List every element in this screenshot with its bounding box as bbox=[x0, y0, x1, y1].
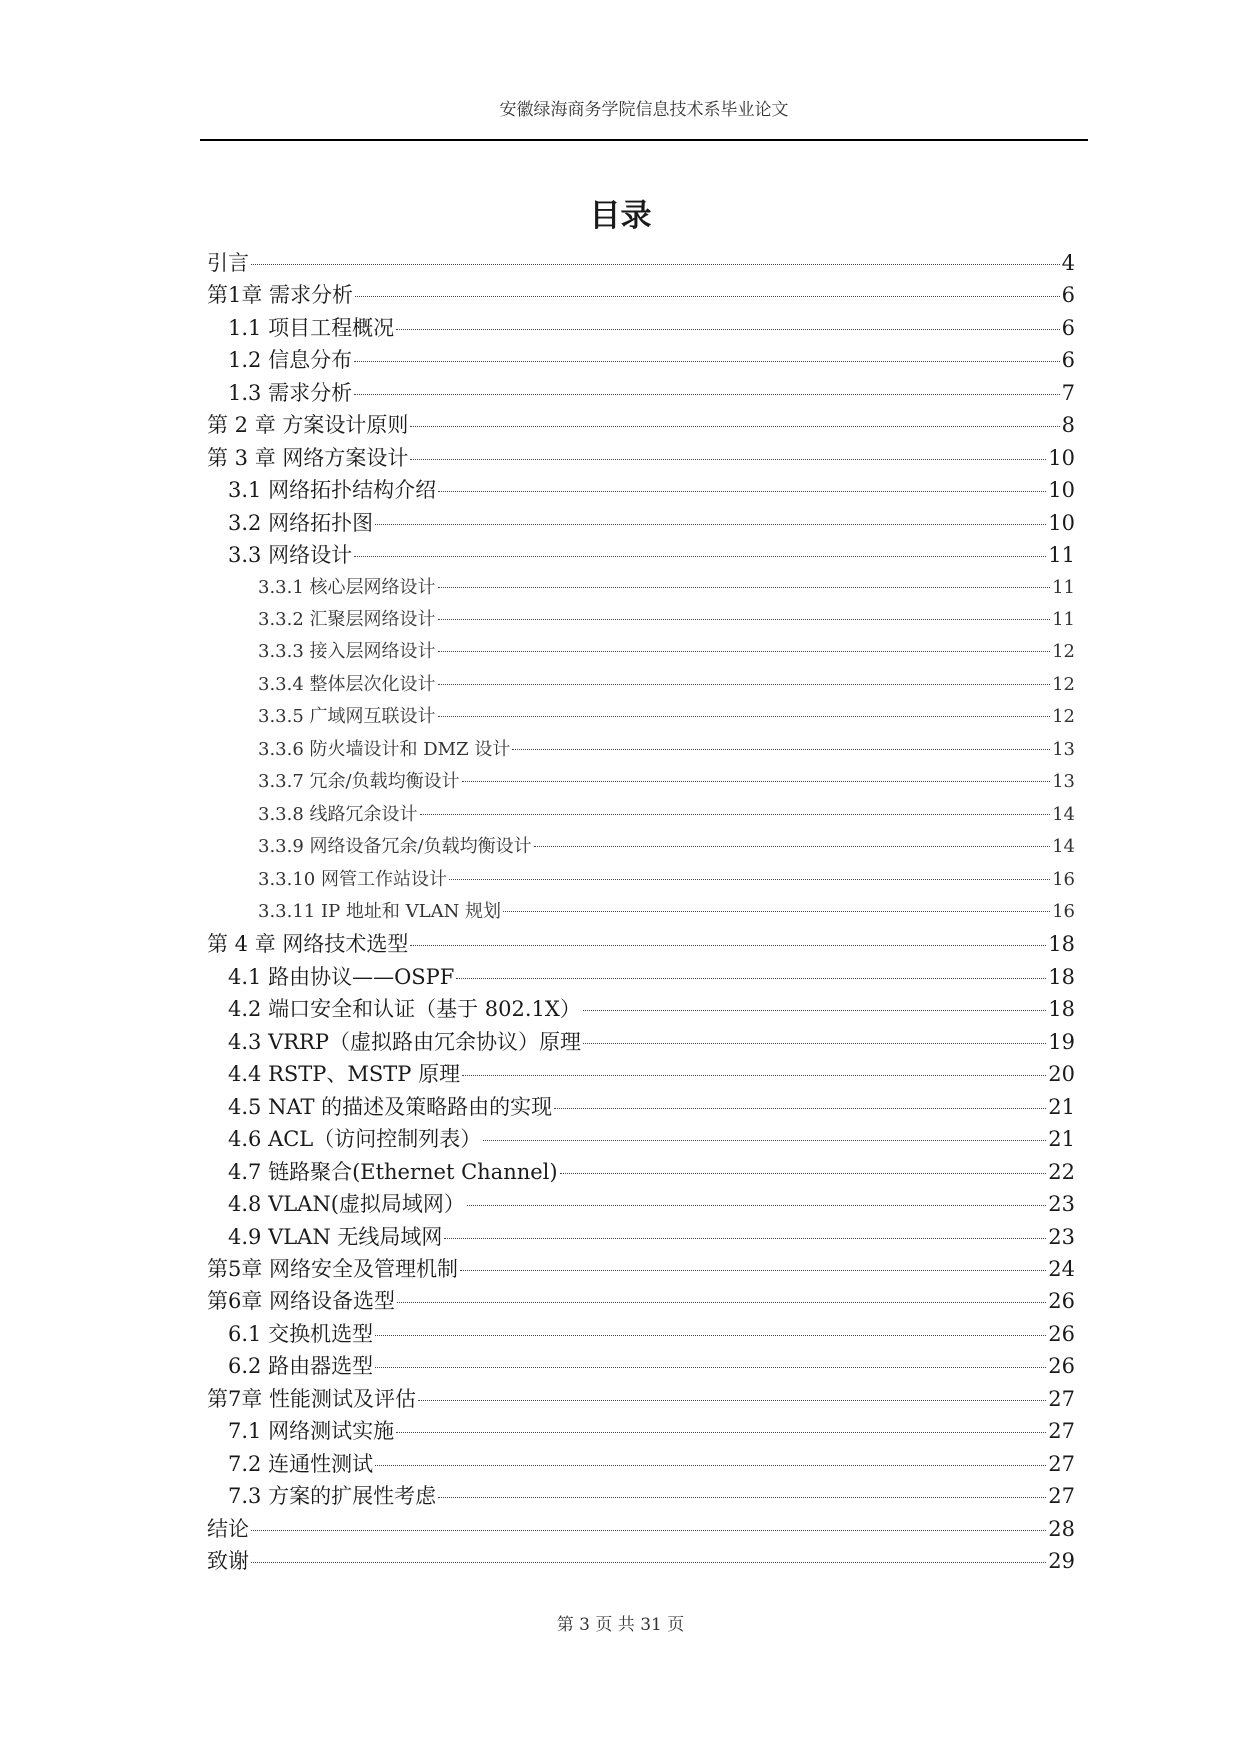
toc-entry[interactable] bbox=[207, 280, 1075, 310]
toc-entry-label: 7.1 网络测试实施 bbox=[228, 1419, 395, 1444]
toc-entry-page: 11 bbox=[1048, 543, 1075, 568]
toc-entry[interactable] bbox=[258, 832, 1075, 862]
toc-entry-label: 3.3.7 冗余/负载均衡设计 bbox=[258, 771, 460, 793]
toc-entry[interactable] bbox=[228, 1319, 1075, 1349]
toc-entry[interactable] bbox=[207, 1514, 1075, 1544]
toc-dot-leader bbox=[449, 879, 1050, 880]
toc-entry[interactable] bbox=[207, 248, 1075, 278]
toc-entry[interactable] bbox=[228, 1124, 1075, 1154]
toc-entry-page: 14 bbox=[1052, 803, 1075, 825]
toc-entry[interactable] bbox=[228, 1416, 1075, 1446]
toc-dot-leader bbox=[456, 978, 1046, 979]
toc-entry-page: 12 bbox=[1052, 706, 1075, 728]
header-rule bbox=[200, 139, 1088, 141]
toc-entry[interactable] bbox=[207, 1286, 1075, 1316]
toc-dot-leader bbox=[554, 1108, 1046, 1109]
toc-entry-label: 第5章 网络安全及管理机制 bbox=[207, 1256, 459, 1281]
toc-entry-label: 4.9 VLAN 无线局域网 bbox=[228, 1224, 443, 1249]
toc-entry[interactable] bbox=[207, 929, 1075, 959]
toc-entry-label: 3.3.10 网管工作站设计 bbox=[258, 868, 447, 890]
toc-entry[interactable] bbox=[258, 605, 1075, 635]
toc-dot-leader bbox=[512, 749, 1050, 750]
toc-entry-label: 3.3.11 IP 地址和 VLAN 规划 bbox=[258, 901, 502, 922]
toc-entry-page: 21 bbox=[1048, 1127, 1075, 1152]
toc-entry[interactable] bbox=[228, 475, 1075, 505]
toc-dot-leader bbox=[354, 361, 1060, 362]
toc-dot-leader bbox=[438, 619, 1051, 620]
toc-entry-page: 19 bbox=[1048, 1029, 1075, 1054]
toc-entry-page: 11 bbox=[1052, 576, 1075, 598]
toc-entry[interactable] bbox=[228, 540, 1075, 570]
toc-entry-page: 6 bbox=[1061, 315, 1075, 340]
toc-entry-label: 3.3.6 防火墙设计和 DMZ 设计 bbox=[258, 738, 511, 760]
toc-entry[interactable] bbox=[228, 994, 1075, 1024]
toc-entry-label: 第6章 网络设备选型 bbox=[207, 1289, 396, 1314]
toc-entry-label: 3.3.2 汇聚层网络设计 bbox=[258, 608, 436, 630]
toc-entry-label: 6.2 路由器选型 bbox=[228, 1354, 374, 1379]
toc-entry[interactable] bbox=[207, 1254, 1075, 1284]
toc-entry-label: 3.2 网络拓扑图 bbox=[228, 510, 374, 535]
toc-entry-page: 20 bbox=[1048, 1062, 1075, 1087]
toc-dot-leader bbox=[560, 1173, 1047, 1174]
toc-entry[interactable] bbox=[228, 1351, 1075, 1381]
toc-entry-label: 致谢 bbox=[207, 1549, 249, 1573]
toc-entry-page: 6 bbox=[1061, 283, 1075, 308]
toc-entry-label: 3.1 网络拓扑结构介绍 bbox=[228, 478, 437, 503]
toc-dot-leader bbox=[396, 329, 1060, 330]
toc-entry-page: 28 bbox=[1048, 1516, 1075, 1541]
toc-entry[interactable] bbox=[258, 865, 1075, 895]
toc-entry-page: 13 bbox=[1052, 771, 1075, 793]
toc-entry-label: 4.1 路由协议——OSPF bbox=[228, 964, 455, 989]
toc-dot-leader bbox=[375, 1367, 1046, 1368]
toc-dot-leader bbox=[583, 1043, 1046, 1044]
toc-dot-leader bbox=[462, 781, 1051, 782]
toc-entry-page: 26 bbox=[1048, 1354, 1075, 1379]
page-footer: 第 3 页 共 31 页 bbox=[556, 1615, 685, 1635]
toc-entry[interactable] bbox=[228, 313, 1075, 343]
toc-entry[interactable] bbox=[258, 800, 1075, 830]
toc-dot-leader bbox=[251, 264, 1060, 265]
toc-dot-leader bbox=[438, 651, 1051, 652]
toc-dot-leader bbox=[354, 556, 1046, 557]
toc-entry[interactable] bbox=[228, 1059, 1075, 1089]
toc-entry-page: 27 bbox=[1048, 1484, 1075, 1509]
toc-entry-page: 22 bbox=[1048, 1159, 1075, 1184]
toc-dot-leader bbox=[410, 426, 1059, 427]
toc-entry-label: 第 2 章 方案设计原则 bbox=[207, 413, 409, 438]
toc-entry-label: 第7章 性能测试及评估 bbox=[207, 1386, 417, 1411]
toc-entry[interactable] bbox=[228, 1189, 1075, 1219]
toc-entry-label: 第1章 需求分析 bbox=[207, 283, 354, 308]
toc-entry-page: 10 bbox=[1048, 510, 1075, 535]
toc-dot-leader bbox=[462, 1075, 1046, 1076]
toc-dot-leader bbox=[534, 846, 1051, 847]
toc-entry[interactable] bbox=[228, 345, 1075, 375]
toc-entry-label: 4.6 ACL（访问控制列表） bbox=[228, 1127, 482, 1152]
toc-dot-leader bbox=[503, 911, 1050, 912]
toc-dot-leader bbox=[355, 296, 1060, 297]
toc-entry-label: 1.3 需求分析 bbox=[228, 380, 353, 405]
toc-entry-page: 7 bbox=[1061, 380, 1075, 405]
toc-entry-page: 24 bbox=[1048, 1256, 1075, 1281]
toc-entry-label: 第 3 章 网络方案设计 bbox=[207, 445, 409, 470]
toc-entry[interactable] bbox=[228, 962, 1075, 992]
toc-entry-page: 12 bbox=[1052, 641, 1075, 663]
toc-dot-leader bbox=[375, 1465, 1046, 1466]
toc-dot-leader bbox=[438, 684, 1051, 685]
toc-entry-label: 1.2 信息分布 bbox=[228, 348, 353, 373]
toc-entry-page: 23 bbox=[1048, 1192, 1075, 1217]
toc-entry-label: 4.7 链路聚合(Ethernet Channel) bbox=[228, 1159, 558, 1184]
toc-entry[interactable] bbox=[228, 1027, 1075, 1057]
toc-entry-label: 4.3 VRRP（虚拟路由冗余协议）原理 bbox=[228, 1029, 581, 1054]
toc-entry[interactable] bbox=[207, 1546, 1075, 1576]
toc-dot-leader bbox=[467, 1205, 1046, 1206]
toc-dot-leader bbox=[251, 1530, 1046, 1531]
toc-entry-label: 3.3.3 接入层网络设计 bbox=[258, 641, 436, 663]
toc-dot-leader bbox=[438, 716, 1051, 717]
toc-entry-label: 7.3 方案的扩展性考虑 bbox=[228, 1484, 437, 1509]
toc-entry-label: 结论 bbox=[207, 1516, 249, 1541]
toc-entry-label: 3.3 网络设计 bbox=[228, 543, 353, 568]
toc-entry[interactable] bbox=[228, 1449, 1075, 1479]
toc-dot-leader bbox=[583, 1010, 1046, 1011]
toc-entry[interactable] bbox=[207, 1384, 1075, 1414]
toc-entry-page: 16 bbox=[1052, 901, 1075, 922]
toc-entry[interactable] bbox=[258, 637, 1075, 667]
toc-entry-page: 18 bbox=[1048, 932, 1075, 957]
toc-entry-page: 13 bbox=[1052, 738, 1075, 760]
toc-entry-label: 3.3.9 网络设备冗余/负载均衡设计 bbox=[258, 836, 532, 858]
toc-entry-page: 10 bbox=[1048, 445, 1075, 470]
toc-entry-page: 16 bbox=[1052, 868, 1075, 890]
toc-entry-page: 29 bbox=[1048, 1549, 1075, 1573]
toc-entry[interactable] bbox=[228, 1222, 1075, 1252]
toc-entry-page: 8 bbox=[1061, 413, 1075, 438]
toc-entry[interactable] bbox=[228, 1481, 1075, 1511]
toc-entry-label: 7.2 连通性测试 bbox=[228, 1451, 374, 1476]
toc-dot-leader bbox=[483, 1140, 1046, 1141]
toc-entry[interactable] bbox=[258, 897, 1075, 927]
toc-entry-page: 12 bbox=[1052, 673, 1075, 695]
toc-dot-leader bbox=[375, 524, 1046, 525]
toc-dot-leader bbox=[410, 459, 1046, 460]
toc-entry-label: 3.3.1 核心层网络设计 bbox=[258, 576, 436, 598]
toc-entry-page: 26 bbox=[1048, 1321, 1075, 1346]
toc-entry-label: 4.4 RSTP、MSTP 原理 bbox=[228, 1062, 461, 1087]
toc-entry[interactable] bbox=[228, 1092, 1075, 1122]
toc-dot-leader bbox=[375, 1335, 1046, 1336]
toc-dot-leader bbox=[438, 491, 1046, 492]
toc-entry-page: 26 bbox=[1048, 1289, 1075, 1314]
toc-entry[interactable] bbox=[258, 735, 1075, 765]
toc-dot-leader bbox=[418, 1400, 1046, 1401]
toc-entry[interactable] bbox=[207, 410, 1075, 440]
toc-dot-leader bbox=[354, 394, 1060, 395]
page-title: 目录 bbox=[589, 198, 652, 234]
toc-entry[interactable] bbox=[228, 1157, 1075, 1187]
toc-entry-page: 27 bbox=[1048, 1451, 1075, 1476]
toc-entry-page: 4 bbox=[1061, 251, 1075, 275]
toc-entry-page: 10 bbox=[1048, 478, 1075, 503]
toc-dot-leader bbox=[410, 945, 1046, 946]
toc-entry[interactable] bbox=[258, 573, 1075, 603]
toc-entry[interactable] bbox=[207, 443, 1075, 473]
toc-dot-leader bbox=[460, 1270, 1046, 1271]
toc-entry-page: 18 bbox=[1048, 964, 1075, 989]
toc-entry-page: 6 bbox=[1061, 348, 1075, 373]
toc-entry-label: 3.3.4 整体层次化设计 bbox=[258, 673, 436, 695]
toc-dot-leader bbox=[420, 814, 1051, 815]
toc-entry-label: 3.3.8 线路冗余设计 bbox=[258, 803, 418, 825]
toc-dot-leader bbox=[444, 1238, 1046, 1239]
toc-entry-label: 第 4 章 网络技术选型 bbox=[207, 932, 409, 957]
toc-entry-label: 3.3.5 广域网互联设计 bbox=[258, 706, 436, 728]
toc-entry-page: 18 bbox=[1048, 997, 1075, 1022]
toc-dot-leader bbox=[251, 1562, 1046, 1563]
toc-entry[interactable] bbox=[258, 702, 1075, 732]
toc-entry-label: 6.1 交换机选型 bbox=[228, 1321, 374, 1346]
toc-entry[interactable] bbox=[258, 670, 1075, 700]
toc-entry-label: 4.2 端口安全和认证（基于 802.1X） bbox=[228, 997, 581, 1022]
toc-entry-label: 4.5 NAT 的描述及策略路由的实现 bbox=[228, 1094, 553, 1119]
toc-entry-page: 27 bbox=[1048, 1419, 1075, 1444]
toc-entry-label: 引言 bbox=[207, 251, 249, 275]
toc-entry-page: 27 bbox=[1048, 1386, 1075, 1411]
running-header: 安徽绿海商务学院信息技术系毕业论文 bbox=[499, 100, 789, 120]
toc-entry-page: 14 bbox=[1052, 836, 1075, 858]
toc-dot-leader bbox=[397, 1302, 1046, 1303]
toc-dot-leader bbox=[396, 1432, 1046, 1433]
toc-entry-label: 1.1 项目工程概况 bbox=[228, 315, 395, 340]
toc-entry[interactable] bbox=[228, 508, 1075, 538]
toc-dot-leader bbox=[438, 1497, 1046, 1498]
toc-entry-label: 4.8 VLAN(虚拟局域网） bbox=[228, 1192, 465, 1217]
toc-entry[interactable] bbox=[228, 378, 1075, 408]
toc-entry-page: 21 bbox=[1048, 1094, 1075, 1119]
toc-entry-page: 23 bbox=[1048, 1224, 1075, 1249]
toc-dot-leader bbox=[438, 587, 1051, 588]
toc-entry[interactable] bbox=[258, 767, 1075, 797]
toc-entry-page: 11 bbox=[1052, 608, 1075, 630]
